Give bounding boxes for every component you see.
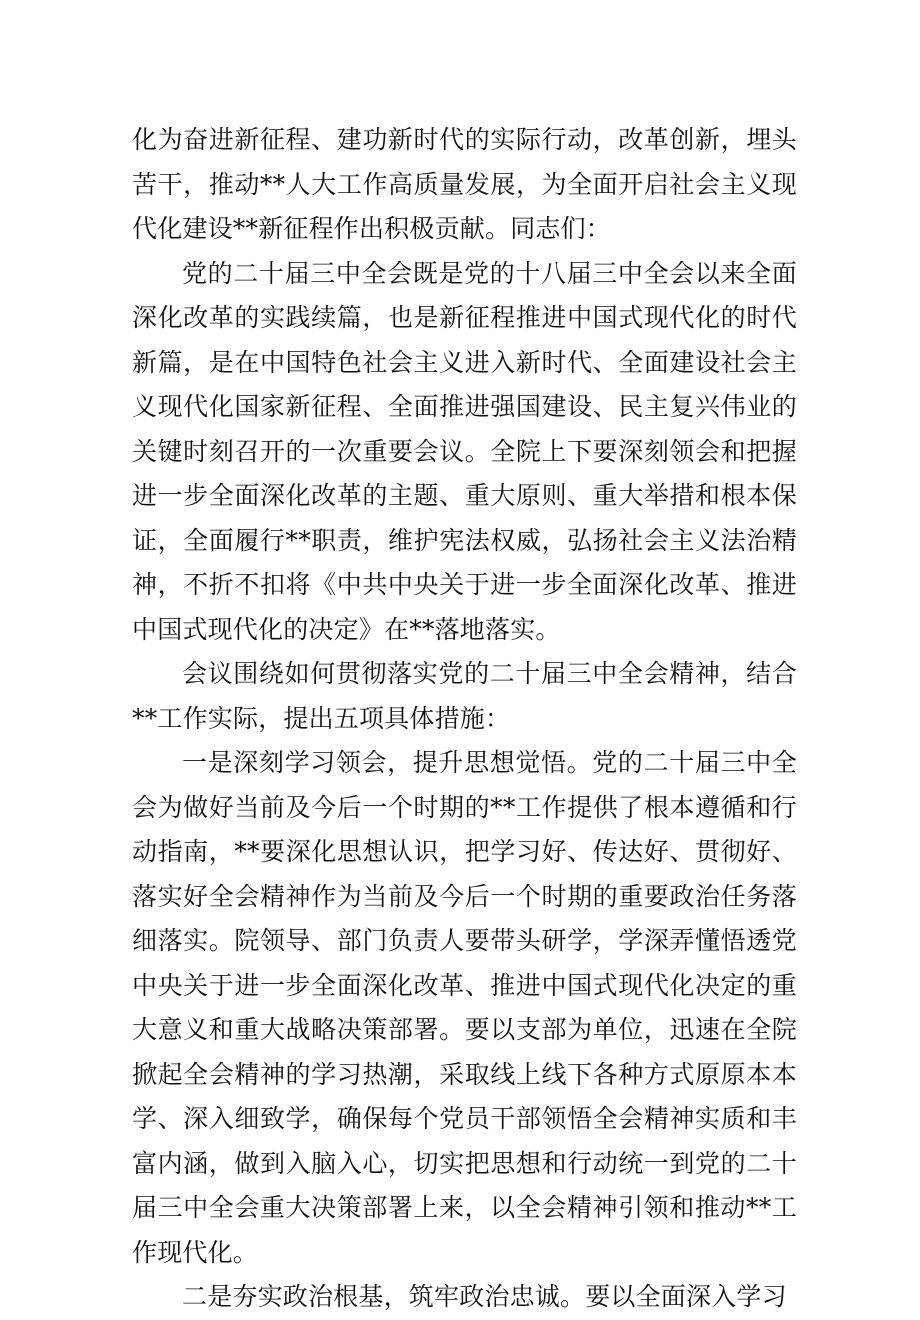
- paragraph-3: 会议围绕如何贯彻落实党的二十届三中全会精神，结合**工作实际，提出五项具体措施：: [132, 659, 797, 733]
- paragraph-5: 二是夯实政治根基，筑牢政治忠诚。要以全面深入学习: [182, 1282, 787, 1311]
- document-body: [132, 118, 797, 1320]
- paragraph-1: 化为奋进新征程、建功新时代的实际行动，改革创新，埋头苦干，推动**人大工作高质量发展，为全面开启社会主义现代化建设**新征程作出积极贡献。同志们：: [132, 125, 797, 243]
- paragraph-2: 党的二十届三中全会既是党的十八届三中全会以来全面深化改革的实践续篇，也是新征程推进中国式现代化的时代新篇，是在中国特色社会主义进入新时代、全面建设社会主义现代化国家新征程、全面推进强国建设、民主复兴伟业的关键时刻召开的一次重要会议。全院上下要深刻领会和把握进一步全面深化改革的主题、重大原则、重大举措和根本保证，全面履行**职责，维护宪法权威，弘扬社会主义法治精神，不折不扣将《中共中央关于进一步全面深化改革、推进中国式现代化的决定》在**落地落实。: [132, 258, 797, 644]
- paragraph-4: 一是深刻学习领会，提升思想觉悟。党的二十届三中全会为做好当前及今后一个时期的**工作提供了根本遵循和行动指南，**要深化思想认识，把学习好、传达好、贯彻好、落实好全会精神作为当前及今后一个时期的重要政治任务落细落实。院领导、部门负责人要带头研学，学深弄懂悟透党中央关于进一步全面深化改革、推进中国式现代化决定的重大意义和重大战略决策部署。要以支部为单位，迅速在全院掀起全会精神的学习热潮，采取线上线下各种方式原原本本学、深入细致学，确保每个党员干部领悟全会精神实质和丰富内涵，做到入脑入心，切实把思想和行动统一到党的二十届三中全会重大决策部署上来，以全会精神引领和推动**工作现代化。: [132, 748, 797, 1267]
